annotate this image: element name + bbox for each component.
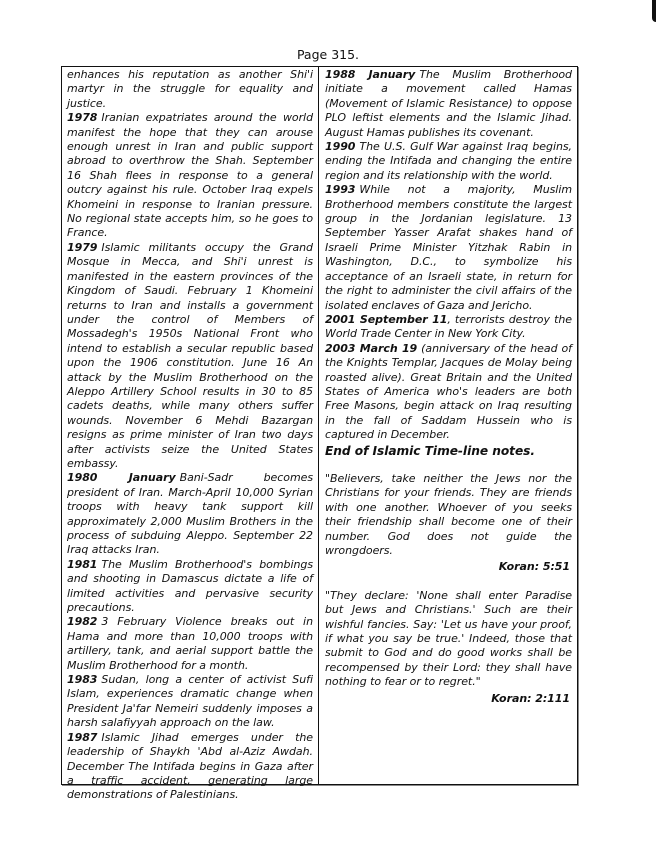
entry-text: Bani-Sadr becomes president of Iran. March-April 10,000 Syrian troops with heavy tank support kill approximately 2,000 Muslim Brothers in the process of subduing Aleppo. September 22 Iraq attacks Iran.: [67, 471, 314, 557]
timeline-entry: [67, 111, 313, 241]
entry-text: While not a majority, Muslim Brotherhood members constitute the largest group in the Jordanian legislature. 13 September Yasser Arafat shakes hand of Israeli Prime Minister Yitzhak Rabin in Washington, D.C., to symbolize his acceptance of an Israeli state, in return for the right to administer the civil affairs of the isolated enclaves of Gaza and Jericho.: [325, 183, 572, 312]
quote-text: "They declare: 'None shall enter Paradise but Jews and Christians.' Such are their wishful fancies. Say: 'Let us have your proof, if what you say be true.' Indeed, those that submit to God and do good works shall be recompensed by their Lord: they shall have nothing to fear or to regret.": [325, 588, 572, 689]
quote-block: [325, 589, 572, 706]
quote-block: [325, 472, 572, 575]
left-column: [62, 67, 319, 802]
timeline-entry: [325, 140, 572, 183]
timeline-entry: [67, 615, 313, 673]
timeline-entry: [325, 183, 572, 313]
timeline-entry: [325, 68, 572, 140]
right-column: [319, 67, 577, 784]
entry-year: 1993: [325, 183, 356, 197]
timeline-entry: [67, 241, 313, 472]
entry-year: 1987: [67, 730, 98, 744]
entry-text: The Muslim Brotherhood initiate a movement called Hamas (Movement of Islamic Resistance) to oppose PLO leftist elements and the Islamic Jihad. August Hamas publishes its covenant.: [325, 68, 572, 139]
entry-year: 1983: [67, 673, 98, 687]
quote-text: "Believers, take neither the Jews nor the Christians for your friends. They are friends with one another. Whoever of you seeks their friendship shall become one of their number. God does not guide the wrongdoers.: [325, 471, 572, 557]
timeline-entry: [67, 673, 313, 731]
entry-year: 2001 September 11: [325, 312, 448, 326]
entry-text: Sudan, long a center of activist Sufi Islam, experiences dramatic change when President Ja'far Nemeiri suddenly imposes a harsh salafiyyah approach on the law.: [67, 673, 313, 730]
entry-text: The Muslim Brotherhood's bombings and shooting in Damascus dictate a life of limited activities and pervasive security precautions.: [67, 557, 313, 615]
entry-text: , terrorists destroy the World Trade Center in New York City.: [325, 312, 572, 341]
timeline-entry: [67, 471, 313, 557]
end-note: End of Islamic Time-line notes.: [325, 443, 535, 458]
entry-text: Islamic militants occupy the Grand Mosque in Mecca, and Shi'i unrest is manifested in the eastern provinces of the Kingdom of Saudi. February 1 Khomeini returns to Iran and installs a government under the control of Members of Mossadegh's 1950s National Front who intend to establish a secular republic based upon the 1906 constitution. June 16 An attack by the Muslim Brotherhood on the Aleppo Artillery School results in 30 to 85 cadets deaths, while many others suffer wounds. November 6 Mehdi Bazargan resigns as prime minister of Iran two days after activists seize the United States embassy.: [67, 240, 313, 470]
entry-year: 1990: [325, 140, 356, 154]
entry-text: Islamic Jihad emerges under the leadership of Shaykh 'Abd al-Aziz Awdah. December The Intifada begins in Gaza after a traffic accident, generating large demonstrations of Palestinians.: [67, 730, 313, 802]
timeline-box: [61, 66, 578, 802]
entry-year: 1982: [67, 615, 98, 629]
timeline-entry: [67, 68, 313, 111]
entry-text: 3 February Violence breaks out in Hama and more than 10,000 troops with artillery, tank, and aerial support battle the Muslim Brotherhood for a month.: [67, 615, 313, 672]
entry-text: enhances his reputation as another Shi'i martyr in the struggle for equality and justice.: [67, 68, 313, 110]
entry-year: 1979: [67, 240, 98, 254]
entry-year: 1981: [67, 557, 98, 571]
timeline-entry: [67, 731, 313, 803]
timeline-entry: [325, 313, 572, 342]
quote-citation: Koran: 2:111: [491, 691, 570, 705]
timeline-entry: [325, 342, 572, 443]
scan-artifact: [652, 0, 656, 22]
page-number: Page 315.: [296, 47, 360, 62]
entry-text: The U.S. Gulf War against Iraq begins, ending the Intifada and changing the entire region and its relationship with the world.: [325, 140, 572, 182]
entry-year: 1988 January: [325, 68, 416, 81]
entry-text: Iranian expatriates around the world manifest the hope that they can arouse enough unrest in Iran and public support abroad to overthrow the Shah. September 16 Shah flees in response to a general outcry against his rule. October Iraq expels Khomeini in response to Iranian pressure. No regional state accepts him, so he goes to France.: [67, 111, 313, 240]
quote-citation: Koran: 5:51: [498, 560, 570, 574]
entry-year: 1978: [67, 111, 98, 125]
entry-year: 1980 January: [67, 471, 176, 485]
timeline-entry: [67, 558, 313, 616]
entry-year: 2003 March 19: [325, 341, 418, 355]
entry-text: (anniversary of the head of the Knights Templar, Jacques de Molay being roasted alive). Great Britain and the United States of America who's leaders are both Free Masons, begin attack on Iraq resulting in the fall of Saddam Hussein who is captured in December.: [325, 341, 572, 442]
